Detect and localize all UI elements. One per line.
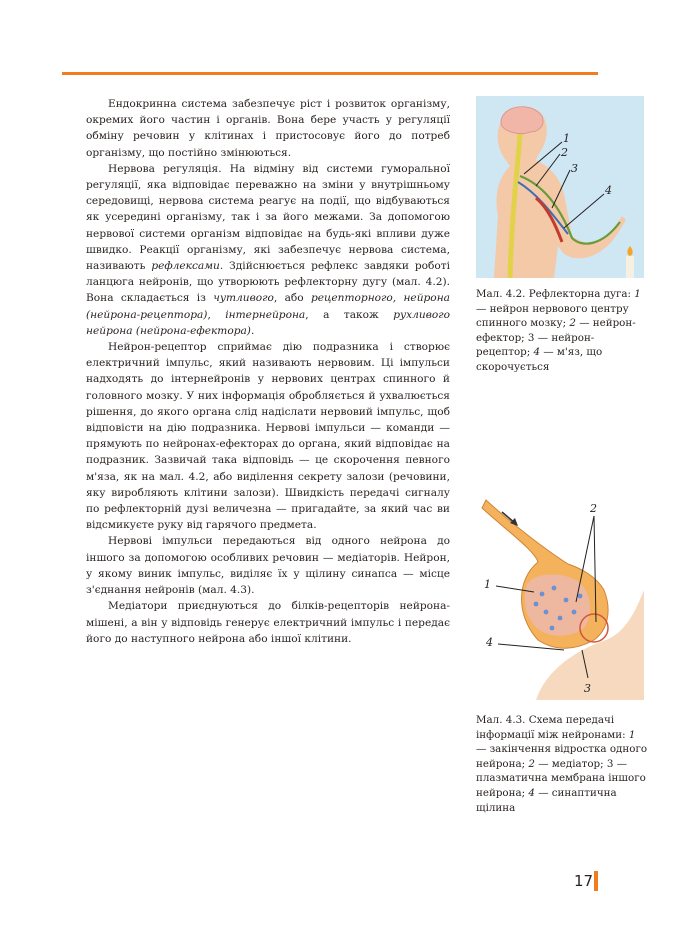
paragraph-neuron-receptor: Нейрон-рецептор сприймає дію подразника і створює електричний імпульс, який називають нервовим. Ці імпульси надходять до інтернейронів у нервових центрах спинного й головного мозку. У них інформація обробляється й ухвалюється рішення, до якого органа слід надіслати нервовий імпульс, щоб відповісти на дію подразника. Нервові імпульси — команди — прямують по нейронах-ефекторах до органа, який відповідає на подразник. Зазвичай така відповідь — це скорочення певного м'яза, як на мал. 4.2, або виділення секрету залози (речовини, яку виробляють клітини залози). Швидкість передачі сигналу по рефлекторній дузі величезна — пригадайте, за який час ви відсмикуєте руку від гарячого предмета.: [86, 341, 450, 532]
figure2-caption: [476, 713, 648, 815]
text-span: .: [250, 324, 255, 337]
fig1-label-1: 1: [563, 132, 570, 145]
figure-synapse: [476, 490, 644, 700]
caption-text: — закінчення відростка одного нейрона;: [476, 743, 648, 770]
figure1-caption: [476, 287, 648, 375]
page-number: 17: [574, 872, 594, 890]
fig1-label-4: 4: [605, 184, 612, 197]
caption-num: 1: [634, 288, 641, 300]
text-span: , а також: [305, 308, 394, 321]
paragraph-mediators: Медіатори приєднуються до білків-рецепторів нейрона-мішені, а він у відповідь генерує електричний імпульс і передає його до наступного нейрона або іншої клітини.: [86, 600, 450, 645]
caption-title: Мал. 4.2. Рефлекторна дуга:: [476, 288, 635, 300]
fig1-label-2: 2: [561, 146, 568, 159]
main-text-column: [86, 96, 450, 647]
fig2-label-4: 4: [486, 636, 493, 649]
caption-text: — плазматична мембрана іншого нейрона;: [476, 757, 646, 799]
term-sensory: чутливого: [213, 292, 274, 305]
caption-text: — синаптична щілина: [476, 786, 617, 814]
caption-text: — м'яз, що скорочується: [476, 346, 603, 373]
figure-reflex-arc: [476, 96, 644, 278]
text-span: Нервова регуляція. На відміну від системи гуморальної регуляції, яка відповідає переважно на зміни у внутрішньому середовищі, нервова система реагує на події, що відбуваються як усередині організму, так і за його межами. За допомогою нервової системи організм відповідає на будь-які впливи дуже швидко. Реакції організму, які забезпечує нервова система, називають: [86, 162, 450, 273]
caption-num: 1: [628, 728, 636, 741]
paragraph-nervous-regulation: [86, 161, 450, 339]
caption-text: — нейрон-рецептор;: [476, 331, 595, 359]
fig2-label-3: 3: [584, 682, 591, 695]
paragraph-impulse-transmission: Нервові імпульси передаються від одного нейрона до іншого за допомогою особливих речовин — медіаторів. Нейрон, у якому виник імпульс, виділяє їх у щілину синапса — місце з'єднання нейронів (мал. 4.3).: [86, 535, 450, 597]
fig2-label-2: 2: [590, 502, 597, 515]
page-number-accent-bar: [594, 871, 598, 891]
text-span: , або: [273, 292, 311, 305]
text-span: ,: [207, 308, 226, 321]
caption-num: 3: [527, 331, 535, 344]
fig2-label-1: 1: [484, 578, 491, 591]
reflex-arc-illustration: [476, 96, 644, 278]
caption-num: 3: [606, 757, 614, 770]
text-span: . Здійснюється рефлекс завдяки роботі ланцюга нейронів, що утворюють рефлекторну дугу (мал. 4.2). Вона складається із: [86, 260, 451, 305]
caption-num: 4: [528, 786, 535, 799]
fig1-label-3: 3: [571, 162, 578, 175]
synapse-illustration: [476, 490, 644, 700]
caption-num: 2: [528, 757, 535, 770]
caption-num: 2: [569, 317, 576, 330]
caption-text: — нейрон нервового центру спинного мозку;: [476, 302, 629, 330]
caption-text: — нейрон-ефектор;: [476, 317, 636, 344]
caption-num: 4: [533, 346, 541, 359]
term-receptor-neuron: рецепторного, нейрона (нейрона-рецептора): [86, 292, 450, 321]
term-reflexes: рефлексами: [151, 260, 220, 273]
paragraph-endocrine: Ендокринна система забезпечує ріст і розвиток організму, окремих його частин і органів. Вона бере участь у регуляції обміну речовин у клітинах і пристосовує його до потреб організму, що постійно змінюються.: [86, 98, 450, 159]
term-effector-neuron: рухливого нейрона (нейрона-ефектора): [86, 308, 450, 337]
caption-text: — медіатор;: [534, 757, 607, 770]
term-interneuron: інтернейрона: [225, 308, 306, 321]
caption-title: Мал. 4.3. Схема передачі інформації між нейронами:: [476, 714, 629, 741]
top-accent-rule: [62, 72, 598, 75]
